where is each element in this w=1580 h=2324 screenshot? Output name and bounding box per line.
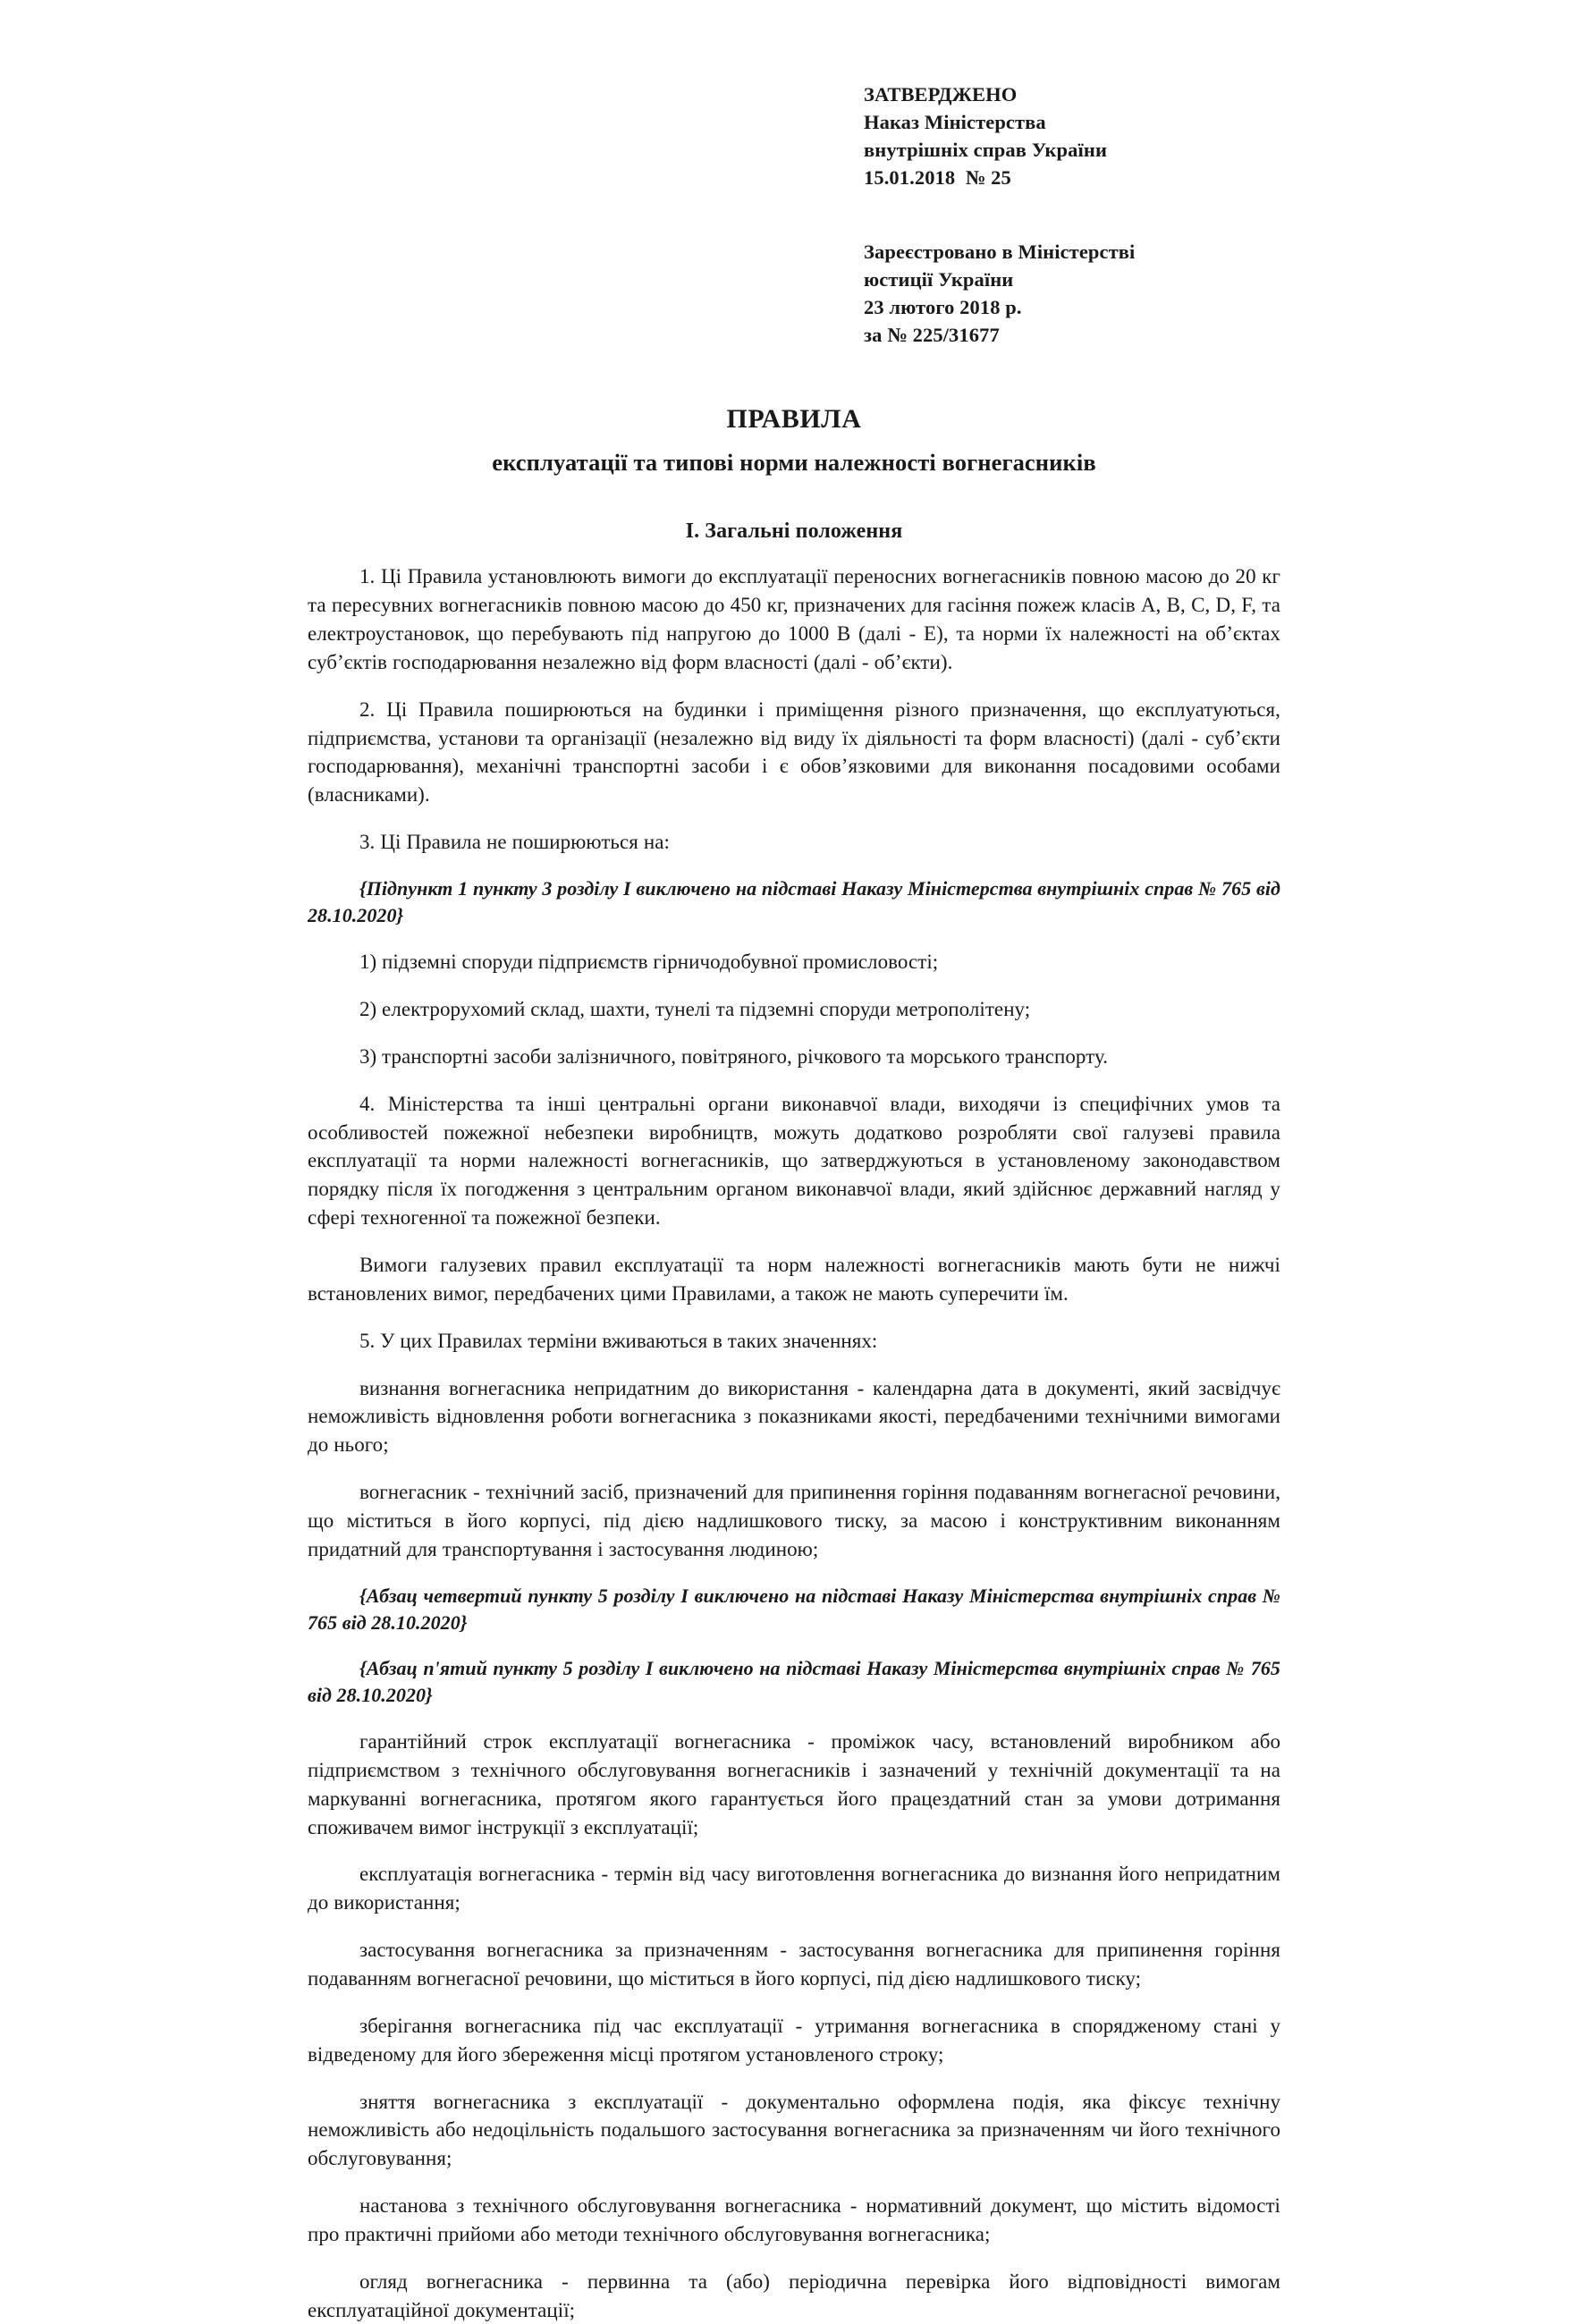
paragraph-2: 2. Ці Правила поширюються на будинки і приміщення різного призначення, що експлуатуються, підприємства, установи та організації (незалежно від виду їх діяльності та форм власності) (далі - суб’єкти господарювання), механічні транспортні засоби і є обов’язковими для виконання посадовими особами (власниками). (308, 697, 1280, 807)
list-item-1: 1) підземні споруди підприємств гірничодобувної промисловості; (359, 951, 939, 974)
note-subitem-1-removed: {Підпункт 1 пункту 3 розділу I виключено на підставі Наказу Міністерства внутрішніх справ № 765 від 28.10.2020} (308, 876, 1280, 927)
approval-line-3: внутрішніх справ України (864, 139, 1108, 162)
document-content (308, 0, 1280, 2324)
registration-line-3: 23 лютого 2018 р. (864, 296, 1022, 319)
definition-operation: експлуатація вогнегасника - термін від часу виготовлення вогнегасника до визнання його непридатним до використання; (308, 1863, 1280, 1914)
note-paragraph-5-fourth-removed: {Абзац четвертий пункту 5 розділу I виключено на підставі Наказу Міністерства внутрішніх справ № 765 від 28.10.2020} (308, 1584, 1280, 1634)
paragraph-4: 4. Міністерства та інші центральні органи виконавчої влади, виходячи із специфічних умов та особливостей пожежної небезпеки виробництв, можуть додатково розробляти свої галузеві правила експлуатації та норми належності вогнегасників, що затверджуються в установленому законодавством порядку після їх погодження з центральним органом виконавчої влади, який здійснює державний нагляд у сфері техногенної та пожежної безпеки. (308, 1092, 1280, 1230)
definition-storage: зберігання вогнегасника під час експлуатації - утримання вогнегасника в спорядженому стані у відведеному для його збереження місці протягом установленого строку; (308, 2014, 1280, 2066)
paragraph-3: 3. Ці Правила не поширюються на: (359, 831, 670, 854)
approval-block (864, 0, 1280, 191)
section-heading-general-provisions: I. Загальні положення (685, 520, 903, 544)
registration-line-4: за № 225/31677 (864, 324, 1000, 347)
definition-unfit-declaration: визнання вогнегасника непридатним до використання - календарна дата в документі, який засвідчує неможливість відновлення роботи вогнегасника з показниками якості, передбаченими технічними вимогами до нього; (308, 1376, 1280, 1457)
registration-block (864, 191, 1280, 349)
paragraph-4-continuation: Вимоги галузевих правил експлуатації та норм належності вогнегасників мають бути не нижчі встановлених вимог, передбачених цими Правилами, а також не мають суперечити їм. (308, 1253, 1280, 1305)
document-title: ПРАВИЛА (726, 404, 862, 435)
registration-line-2: юстиції України (864, 268, 1014, 292)
approval-line-4: 15.01.2018 № 25 (864, 166, 1011, 190)
approval-line-1: ЗАТВЕРДЖЕНО (864, 83, 1018, 106)
definition-warranty-period: гарантійний строк експлуатації вогнегасника - проміжок часу, встановлений виробником або підприємством з технічного обслуговування вогнегасників і зазначений у технічній документації та на маркуванні вогнегасника, протягом якого гарантується його працездатний стан за умови дотримання споживачем вимог інструкції з експлуатації; (308, 1730, 1280, 1838)
definition-intended-use: застосування вогнегасника за призначенням - застосування вогнегасника для припинення горіння подаванням вогнегасної речовини, що міститься в його корпусі, під дією надлишкового тиску; (308, 1939, 1280, 1990)
list-item-2: 2) електрорухомий склад, шахти, тунелі та підземні споруди метрополітену; (359, 998, 1031, 1021)
paragraph-5: 5. У цих Правилах терміни вживаються в таких значеннях: (359, 1329, 878, 1352)
definition-decommissioning: зняття вогнегасника з експлуатації - документально оформлена подія, яка фіксує технічну неможливість або недоцільність подальшого застосування вогнегасника за призначенням чи його технічного обслуговування; (308, 2090, 1280, 2170)
list-item-3: 3) транспортні засоби залізничного, повітряного, річкового та морського транспорту. (359, 1044, 1109, 1068)
document-subtitle: експлуатації та типові норми належності вогнегасників (492, 449, 1096, 477)
registration-line-1: Зареєстровано в Міністерстві (864, 241, 1136, 264)
definition-inspection: огляд вогнегасника - первинна та (або) періодична перевірка його відповідності вимогам експлуатаційної документації; (308, 2269, 1280, 2321)
paragraph-1: 1. Ці Правила установлюють вимоги до експлуатації переносних вогнегасників повною масою до 20 кг та пересувних вогнегасників повною масою до 450 кг, призначених для гасіння пожеж класів A, B, C, D, F, та електроустановок, що перебувають під напругою до 1000 В (далі - Е), та норми їх належності на об’єктах суб’єктів господарювання незалежно від форм власності (далі - об’єкти). (308, 565, 1280, 673)
approval-line-2: Наказ Міністерства (864, 111, 1046, 134)
definition-extinguisher: вогнегасник - технічний засіб, призначений для припинення горіння подаванням вогнегасної речовини, що міститься в його корпусі, під дією надлишкового тиску, за масою і конструктивним виконанням придатний для транспортування і застосування людиною; (308, 1481, 1280, 1560)
definition-maintenance-manual: настанова з технічного обслуговування вогнегасника - нормативний документ, що містить відомості про практичні прийоми або методи технічного обслуговування вогнегасника; (308, 2194, 1280, 2245)
note-paragraph-5-fifth-removed: {Абзац п'ятий пункту 5 розділу I виключено на підставі Наказу Міністерства внутрішніх справ № 765 від 28.10.2020} (308, 1656, 1280, 1706)
